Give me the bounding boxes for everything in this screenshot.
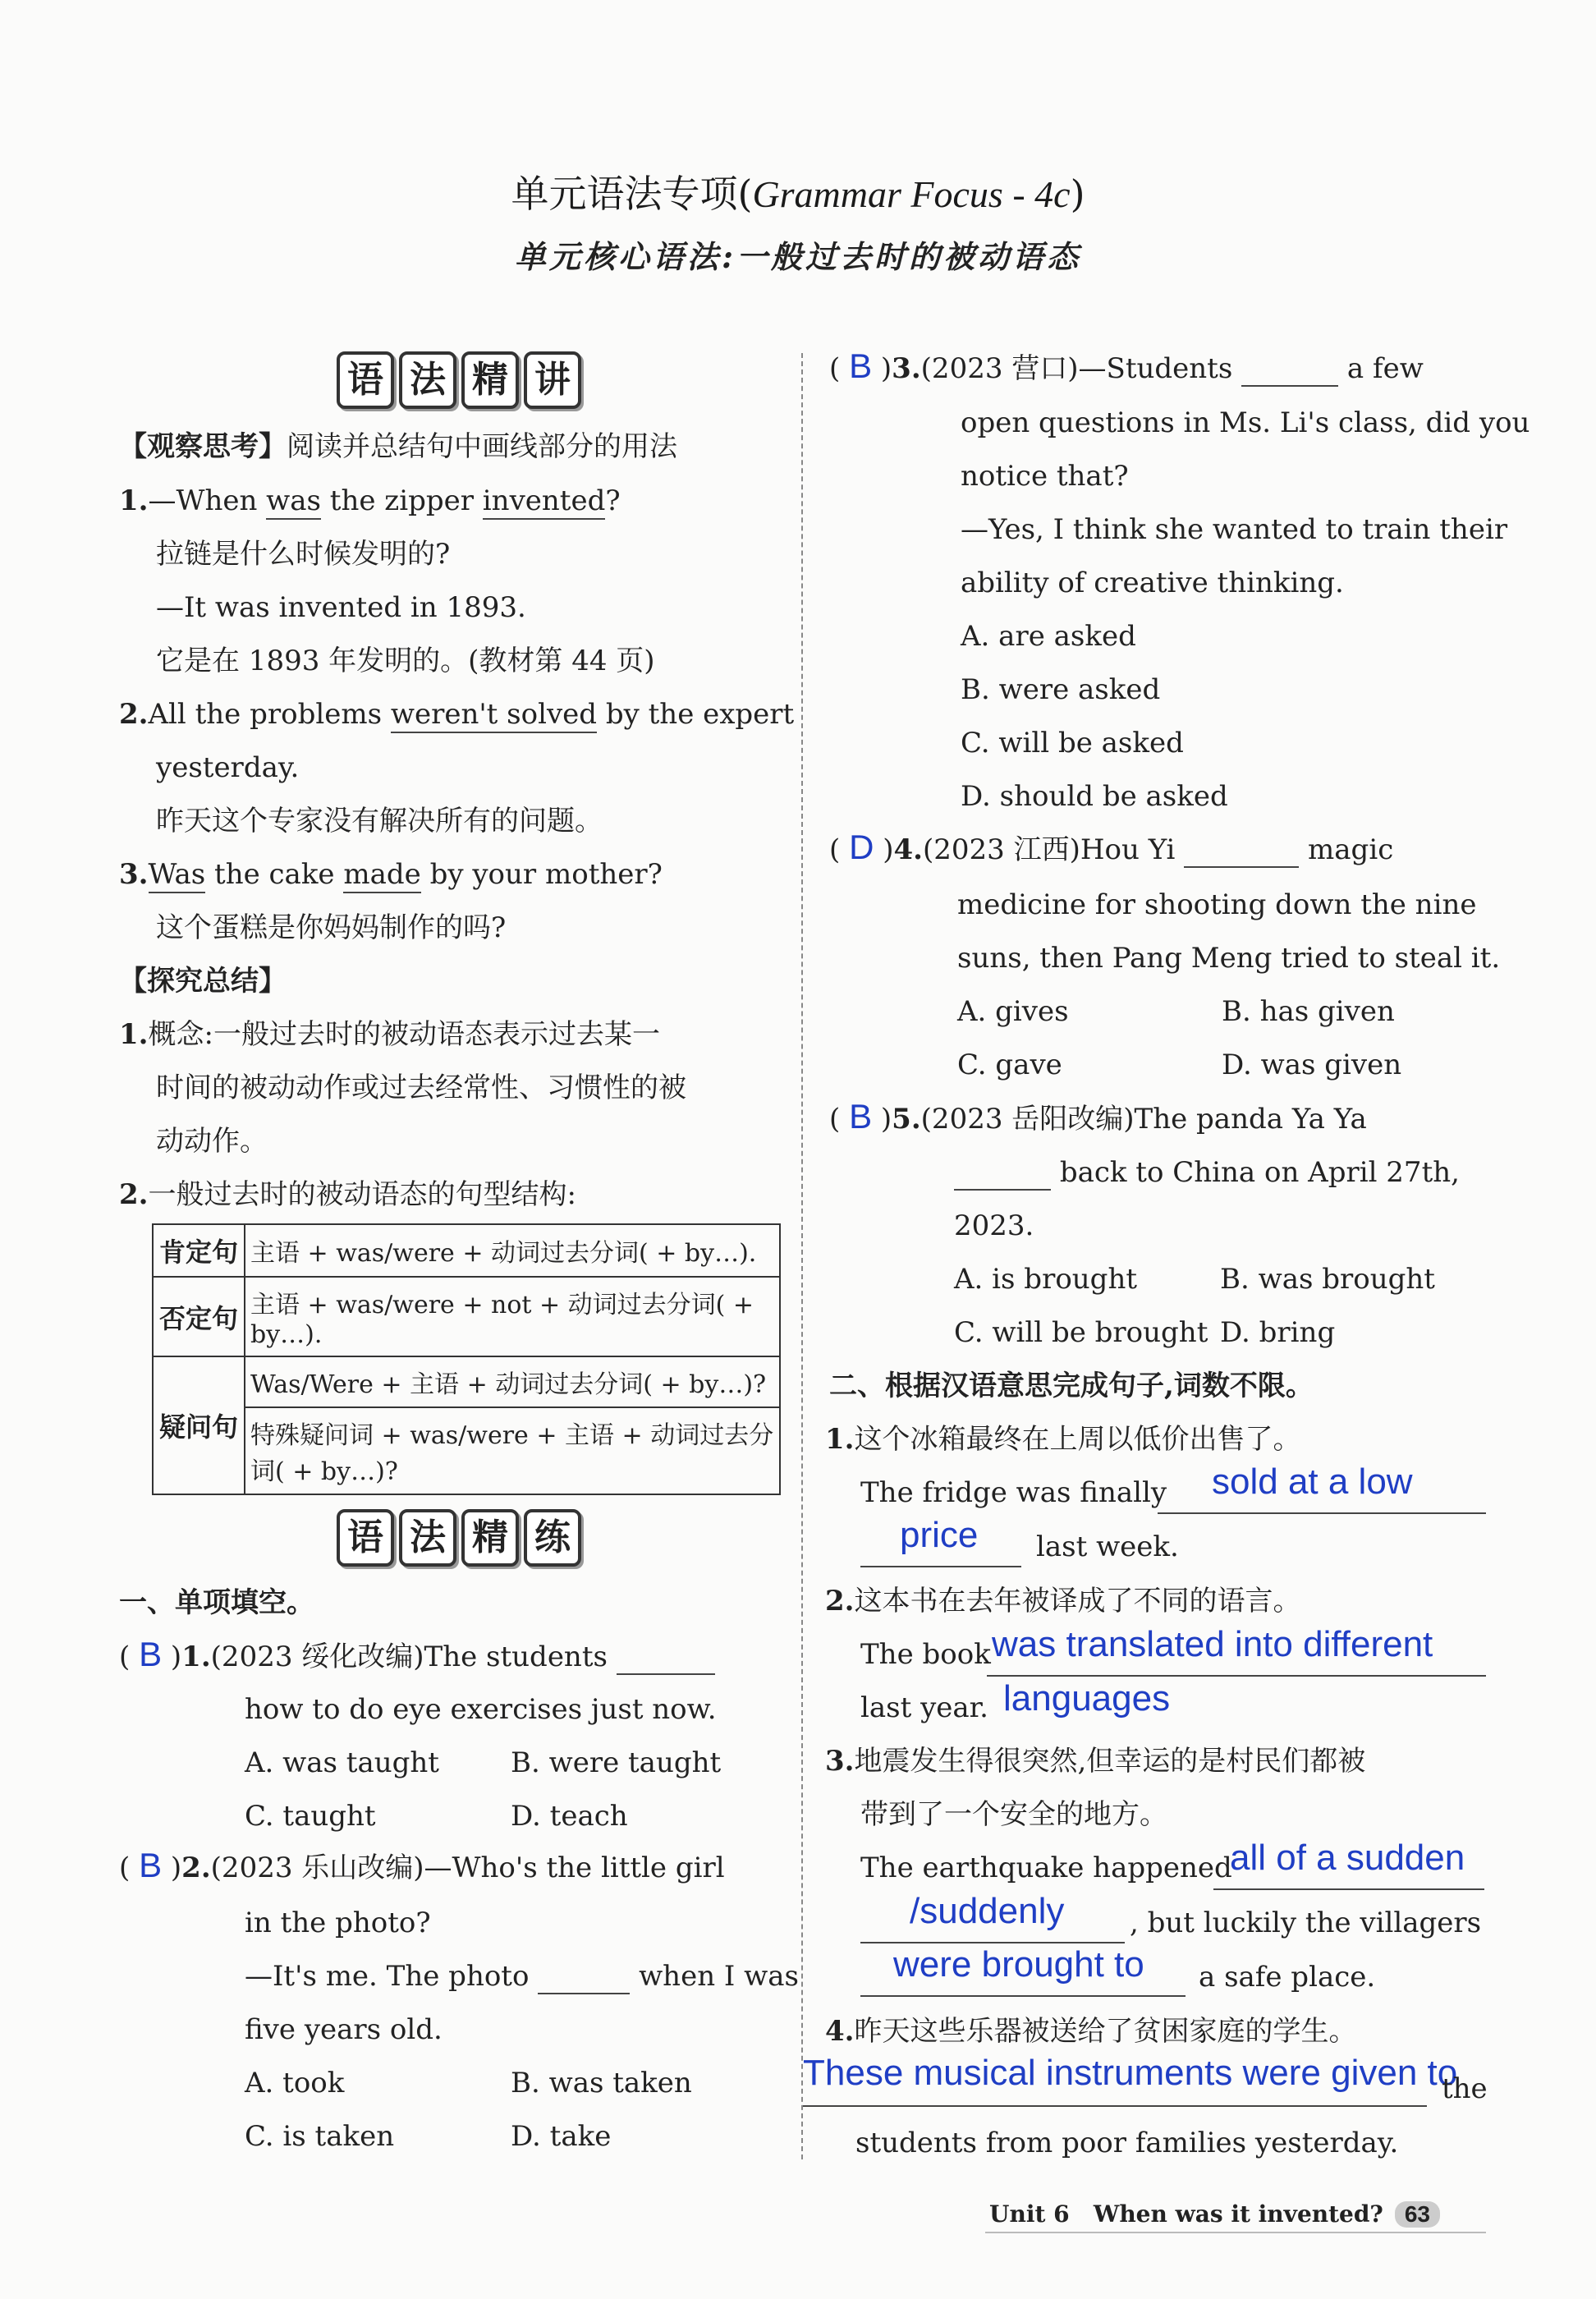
item-number: 3.: [825, 1745, 855, 1778]
item-number: 3.: [892, 352, 921, 385]
question-label: 疑问句: [153, 1356, 245, 1494]
item-number: 4.: [893, 833, 923, 866]
q4-option-c: C. gave: [957, 1049, 1062, 1081]
affirm-label: 肯定句: [153, 1224, 245, 1277]
q1-line2: how to do eye exercises just now.: [245, 1693, 717, 1726]
s3-mid: , but luckily the villagers: [1130, 1907, 1482, 1939]
page-subtitle: 单元核心语法:一般过去时的被动语态: [514, 238, 1082, 275]
text: (2023 江西)Hou Yi: [923, 833, 1176, 866]
q5-line3: 2023.: [954, 1209, 1034, 1242]
text: by your mother?: [420, 858, 663, 891]
underlined-word: made: [343, 858, 420, 893]
q5-option-a: A. is brought: [954, 1263, 1138, 1296]
text: when I was: [639, 1960, 799, 1993]
badge-char: 练: [524, 1509, 581, 1567]
section-2-title: 二、根据汉语意思完成句子,词数不限。: [829, 1370, 1314, 1402]
q3-line4: —Yes, I think she wanted to train their: [961, 513, 1508, 546]
q4-option-b: B. has given: [1222, 995, 1395, 1028]
s4-line2: students from poor families yesterday.: [855, 2127, 1399, 2159]
text: back to China on April 27th,: [1059, 1156, 1460, 1189]
affirm-structure: 主语 + was/were + 动词过去分词( + by…).: [245, 1224, 780, 1277]
badge-char: 精: [461, 1509, 519, 1567]
badge-char: 语: [337, 351, 394, 409]
text: 概念:一般过去时的被动语态表示过去某一: [148, 1018, 660, 1051]
footer-rule: [985, 2232, 1486, 2233]
example-1-cn: 拉链是什么时候发明的?: [156, 538, 451, 571]
answer-letter: B: [849, 1097, 873, 1136]
item-number: 2.: [119, 1178, 149, 1211]
neg-label: 否定句: [153, 1277, 245, 1356]
q4-line2: medicine for shooting down the nine: [957, 888, 1477, 921]
q5-option-b: B. was brought: [1220, 1263, 1435, 1296]
question-3: ( B )3.(2023 营口)—Students a few: [829, 346, 1424, 385]
q1-option-a: A. was taught: [245, 1746, 439, 1779]
example-2-line2: yesterday.: [156, 751, 300, 784]
answer-blank: [617, 1641, 715, 1675]
badge-char: 讲: [524, 351, 581, 409]
sentence-2-en: The book: [860, 1638, 991, 1671]
text: —When: [148, 484, 267, 517]
example-2: [119, 698, 794, 731]
q5-option-c: C. will be brought: [954, 1316, 1208, 1349]
summary-1: [119, 1018, 660, 1051]
sentence-2-cn: [825, 1585, 1301, 1618]
answer-blank: [1184, 833, 1299, 868]
lecture-badge: [337, 351, 581, 409]
item-number: 2.: [825, 1585, 855, 1618]
sentence-3-en: The earthquake happened: [860, 1852, 1232, 1884]
q4-option-a: A. gives: [957, 995, 1069, 1028]
underlined-word: weren't solved: [391, 698, 597, 733]
q3-option-d: D. should be asked: [961, 780, 1228, 813]
item-number: 1.: [825, 1423, 855, 1456]
text: 这本书在去年被译成了不同的语言。: [854, 1585, 1301, 1618]
observe-heading: [119, 430, 677, 463]
grammar-structure-table: [152, 1223, 781, 1495]
text: the zipper: [321, 484, 483, 517]
q2-line3: [245, 1960, 799, 1994]
q3-line2: open questions in Ms. Li's class, did you: [961, 406, 1530, 439]
text: the cake: [205, 858, 344, 891]
text: 一般过去时的被动语态的句型结构:: [148, 1178, 576, 1211]
item-number: 1.: [119, 484, 149, 517]
text: —It's me. The photo: [245, 1960, 530, 1993]
page-footer: [989, 2200, 1440, 2228]
column-divider: [801, 353, 803, 2159]
text: ?: [605, 484, 621, 517]
q5-line2: [954, 1156, 1460, 1191]
table-row: [153, 1277, 780, 1356]
answer-blank: [538, 1960, 630, 1994]
sentence-3-cn: [825, 1745, 1365, 1778]
text: 昨天这些乐器被送给了贫困家庭的学生。: [854, 2015, 1357, 2048]
item-number: 5.: [892, 1103, 921, 1136]
text: 这个冰箱最终在上周以低价出售了。: [854, 1423, 1301, 1456]
question-structure-2: 特殊疑问词 + was/were + 主语 + 动词过去分词( + by…)?: [245, 1407, 780, 1494]
underlined-word: invented: [483, 484, 606, 520]
q4-line3: suns, then Pang Meng tried to steal it.: [957, 942, 1501, 975]
badge-char: 法: [399, 351, 456, 409]
example-1-reply: —It was invented in 1893.: [156, 591, 526, 624]
example-2-cn: 昨天这个专家没有解决所有的问题。: [156, 805, 603, 837]
question-4: ( D )4.(2023 江西)Hou Yi magic: [829, 828, 1394, 866]
handwritten-answer: These musical instruments were given to: [803, 2053, 1458, 2093]
s3-blank-1: [1213, 1838, 1484, 1890]
item-number: 3.: [119, 858, 149, 891]
text: (2023 岳阳改编)The panda Ya Ya: [920, 1103, 1367, 1136]
q3-line5: ability of creative thinking.: [961, 567, 1344, 599]
s1-blank-1: [1158, 1462, 1486, 1514]
s1-post: last week.: [1036, 1530, 1179, 1563]
handwritten-answer: price: [900, 1515, 979, 1555]
s2-answer-2: languages: [1003, 1678, 1171, 1719]
q2-line2: in the photo?: [245, 1907, 431, 1939]
s3-blank-3: [860, 1944, 1186, 1997]
item-number: 4.: [825, 2015, 855, 2048]
q1-option-c: C. taught: [245, 1800, 376, 1833]
sentence-1-en: The fridge was finally: [860, 1476, 1167, 1509]
table-row: [153, 1407, 780, 1494]
badge-char: 精: [461, 351, 519, 409]
example-3-cn: 这个蛋糕是你妈妈制作的吗?: [156, 911, 507, 944]
q2-option-c: C. is taken: [245, 2120, 395, 2153]
s1-blank-2: [860, 1515, 1021, 1567]
summary-label: 【探究总结】: [119, 965, 287, 998]
q2-option-d: D. take: [511, 2120, 612, 2153]
text: All the problems: [148, 698, 391, 731]
summary-1-line2: 时间的被动动作或过去经常性、习惯性的被: [156, 1071, 686, 1104]
answer-letter: B: [849, 346, 873, 385]
title-cn: 单元语法专项(: [511, 172, 753, 216]
practice-badge: [337, 1509, 581, 1567]
item-number: 2.: [181, 1852, 211, 1884]
text: (2023 乐山改编)—Who's the little girl: [210, 1852, 725, 1884]
answer-blank: [1241, 352, 1338, 387]
text: magic: [1308, 833, 1394, 866]
table-row: [153, 1356, 780, 1407]
answer-letter: D: [849, 828, 874, 866]
q1-option-b: B. were taught: [511, 1746, 722, 1779]
underlined-word: Was: [149, 858, 206, 893]
neg-structure: 主语 + was/were + not + 动词过去分词( + by…).: [245, 1277, 780, 1356]
handwritten-answer: all of a sudden: [1230, 1838, 1465, 1878]
item-number: 2.: [119, 698, 149, 731]
question-2: ( B )2.(2023 乐山改编)—Who's the little girl: [119, 1846, 725, 1884]
answer-blank: [954, 1156, 1051, 1191]
title-close: ): [1070, 172, 1085, 216]
section-1-title: 一、单项填空。: [119, 1586, 314, 1619]
q4-option-d: D. was given: [1222, 1049, 1402, 1081]
sentence-4-cn: [825, 2015, 1357, 2048]
q2-line4: five years old.: [245, 2013, 443, 2046]
example-3: [119, 858, 663, 891]
q3-option-c: C. will be asked: [961, 727, 1184, 759]
s3-post: a safe place.: [1199, 1961, 1376, 1994]
text: a few: [1346, 352, 1424, 385]
text: 地震发生得很突然,但幸运的是村民们都被: [854, 1745, 1366, 1778]
text: (2023 营口)—Students: [920, 352, 1233, 385]
q2-option-b: B. was taken: [511, 2067, 692, 2099]
handwritten-answer: /suddenly: [910, 1891, 1065, 1931]
q5-option-d: D. bring: [1220, 1316, 1336, 1349]
question-5: ( B )5.(2023 岳阳改编)The panda Ya Ya: [829, 1097, 1367, 1136]
badge-char: 法: [399, 1509, 456, 1567]
badge-char: 语: [337, 1509, 394, 1567]
s2-blank-1: [987, 1624, 1486, 1677]
s4-blank: [803, 2053, 1458, 2107]
q3-line3: notice that?: [961, 460, 1129, 493]
q2-option-a: A. took: [245, 2067, 345, 2099]
text: by the expert: [597, 698, 795, 731]
table-row: [153, 1224, 780, 1277]
example-1-reply-cn: 它是在 1893 年发明的。(教材第 44 页): [156, 645, 655, 677]
q3-option-b: B. were asked: [961, 673, 1161, 706]
handwritten-answer: were brought to: [893, 1944, 1144, 1985]
item-number: 1.: [119, 1018, 149, 1051]
sentence-1-cn: [825, 1423, 1301, 1456]
text: (2023 绥化改编)The students: [210, 1641, 608, 1673]
handwritten-answer: sold at a low: [1212, 1462, 1413, 1502]
s3-blank-2: [860, 1891, 1125, 1943]
underlined-word: was: [266, 484, 321, 520]
summary-1-line3: 动动作。: [156, 1125, 268, 1158]
page-number: 63: [1395, 2201, 1440, 2228]
page-title: [0, 164, 1596, 218]
answer-letter: B: [139, 1846, 163, 1884]
summary-2: [119, 1178, 576, 1211]
q3-option-a: A. are asked: [961, 620, 1136, 653]
question-1: ( B )1.(2023 绥化改编)The students: [119, 1638, 715, 1675]
s2-post: last year.: [860, 1691, 988, 1724]
item-number: 1.: [181, 1641, 211, 1673]
observe-instruction: 阅读并总结句中画线部分的用法: [287, 430, 677, 463]
example-1: [119, 484, 621, 517]
s4-post: the: [1442, 2072, 1488, 2105]
question-structure-1: Was/Were + 主语 + 动词过去分词( + by…)?: [245, 1356, 780, 1407]
unit-title: When was it invented?: [1093, 2200, 1383, 2228]
unit-label: Unit 6: [989, 2200, 1070, 2228]
title-en: Grammar Focus - 4c: [752, 173, 1071, 215]
q1-option-d: D. teach: [511, 1800, 628, 1833]
observe-label: 【观察思考】: [119, 430, 287, 463]
sentence-3-cn2: 带到了一个安全的地方。: [860, 1798, 1167, 1831]
answer-letter: B: [139, 1635, 163, 1673]
handwritten-answer: was translated into different: [992, 1624, 1433, 1664]
